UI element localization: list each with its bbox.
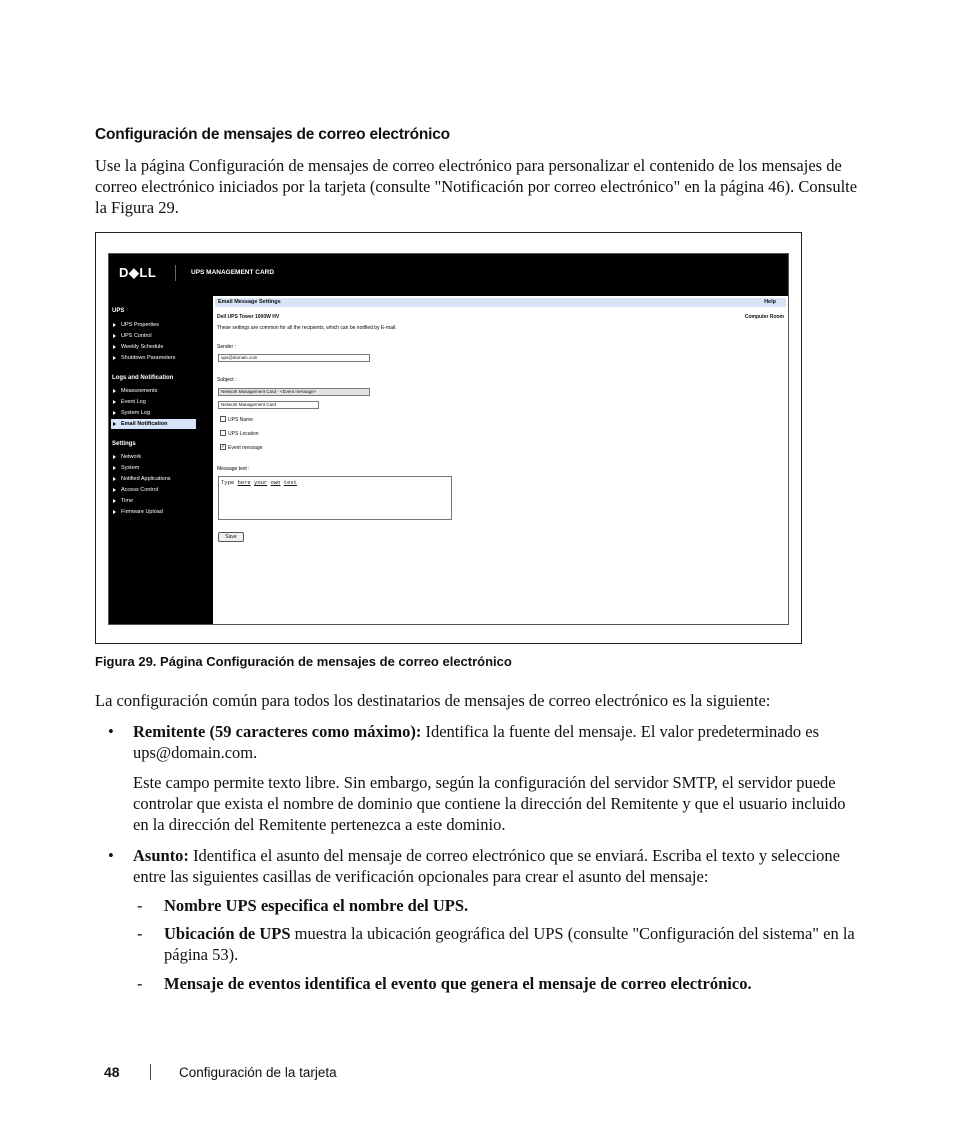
nav-item-ups-properties[interactable]: UPS Properties — [111, 320, 196, 330]
arrow-right-icon — [113, 400, 116, 404]
arrow-right-icon — [113, 323, 116, 327]
ups-name-checkbox[interactable] — [220, 416, 226, 422]
sub-item-ups-name: Nombre UPS especifica el nombre del UPS. — [164, 896, 469, 915]
settings-content — [213, 296, 789, 625]
footer-divider — [150, 1064, 151, 1080]
dash-marker: - — [137, 974, 143, 993]
sender-note: Este campo permite texto libre. Sin embargo, según la configuración del servidor SMTP, el servidor puede controlar que exista el nombre de dominio que contiene la dirección del Remitente y que el usuario incluido en la dirección del Remitente pertenezca a este dominio. — [133, 773, 846, 834]
device-name: Dell UPS Tower 1000W HV — [217, 314, 280, 320]
message-textarea[interactable]: Type here your own text — [218, 476, 452, 520]
device-info-row — [217, 314, 784, 320]
nav-item-event-log[interactable]: Event Log — [111, 397, 196, 407]
nav-sidebar — [109, 296, 211, 625]
ups-location-label: UPS Location — [228, 431, 259, 437]
nav-item-weekly-schedule[interactable]: Weekly Schedule — [111, 342, 196, 352]
common-paragraph: La configuración común para todos los destinatarios de mensajes de correo electrónico es la siguiente: — [95, 691, 771, 710]
arrow-right-icon — [113, 334, 116, 338]
help-link[interactable]: Help — [764, 299, 776, 305]
page-number: 48 — [104, 1064, 120, 1080]
arrow-right-icon — [113, 477, 116, 481]
footer-chapter: Configuración de la tarjeta — [179, 1065, 337, 1080]
message-text-label: Message text : — [217, 466, 250, 472]
nav-item-system-log[interactable]: System Log — [111, 408, 196, 418]
figure-caption: Figura 29. Página Configuración de mensajes de correo electrónico — [95, 654, 512, 669]
arrow-right-icon — [113, 345, 116, 349]
arrow-right-icon — [113, 455, 116, 459]
subject-label: Subject : — [217, 377, 237, 383]
arrow-right-icon — [113, 389, 116, 393]
arrow-right-icon — [113, 356, 116, 360]
nav-section-settings: Settings — [112, 441, 136, 447]
bullet-marker: • — [108, 846, 114, 865]
nav-item-network[interactable]: Network — [111, 452, 196, 462]
save-button[interactable]: Save — [218, 532, 244, 542]
settings-note: These settings are common for all the recipients, which can be notified by E-mail. — [217, 325, 397, 331]
subject-bullet: Asunto: Identifica el asunto del mensaje de correo electrónico que se enviará. Escriba el texto y seleccione entre las siguientes casillas de verificación opcionales para crear el asunto del mensaje: — [133, 846, 840, 886]
dell-logo: D◆LL — [119, 265, 157, 280]
dash-marker: - — [137, 896, 143, 915]
sender-input[interactable]: ups@domain.com — [218, 354, 370, 362]
nav-item-measurements[interactable]: Measurements — [111, 386, 196, 396]
nav-item-notified-applications[interactable]: Notified Applications — [111, 474, 196, 484]
app-title: UPS MANAGEMENT CARD — [191, 269, 275, 276]
arrow-right-icon — [113, 466, 116, 470]
nav-item-firmware-upload[interactable]: Firmware Upload — [111, 507, 196, 517]
figure-screenshot — [108, 253, 789, 625]
arrow-right-icon — [113, 499, 116, 503]
intro-paragraph: Use la página Configuración de mensajes de correo electrónico para personalizar el contenido de los mensajes de correo electrónico iniciados por la tarjeta (consulte "Notificación por correo electrónico" en la página 46). Consulte la Figura 29. — [95, 156, 858, 217]
sender-bullet: Remitente (59 caracteres como máximo): Identifica la fuente del mensaje. El valor predeterminado es ups@domain.com. — [133, 722, 819, 762]
bullet-marker: • — [108, 722, 114, 741]
arrow-right-icon — [113, 510, 116, 514]
nav-item-ups-control[interactable]: UPS Control — [111, 331, 196, 341]
arrow-right-icon — [113, 422, 116, 426]
nav-item-shutdown-parameters[interactable]: Shutdown Parameters — [111, 353, 196, 363]
screenshot-header — [109, 254, 788, 294]
header-divider — [175, 265, 176, 281]
sender-label: Sender : — [217, 344, 236, 350]
nav-item-system[interactable]: System — [111, 463, 196, 473]
nav-section-logs: Logs and Notification — [112, 375, 174, 381]
nav-item-access-control[interactable]: Access Control — [111, 485, 196, 495]
nav-item-email-notification[interactable]: Email Notification — [111, 419, 196, 429]
ups-location-checkbox[interactable] — [220, 430, 226, 436]
sub-item-event-message: Mensaje de eventos identifica el evento que genera el mensaje de correo electrónico. — [164, 974, 752, 993]
nav-item-time[interactable]: Time — [111, 496, 196, 506]
settings-title-bar — [215, 298, 786, 307]
subject-preview-field: Network Management Card - <Event message> — [218, 388, 370, 396]
event-message-label: Event message — [228, 445, 263, 451]
settings-title: Email Message Settings — [218, 299, 281, 305]
section-heading: Configuración de mensajes de correo electrónico — [95, 126, 450, 143]
nav-section-ups: UPS — [112, 308, 125, 314]
subject-input[interactable]: Network Management Card — [218, 401, 319, 409]
arrow-right-icon — [113, 488, 116, 492]
device-location: Computer Room — [744, 314, 784, 320]
dash-marker: - — [137, 924, 143, 943]
event-message-checkbox[interactable]: ✓ — [221, 444, 226, 450]
arrow-right-icon — [113, 411, 116, 415]
sub-item-ups-location: Ubicación de UPS muestra la ubicación geográfica del UPS (consulte "Configuración del sistema" en la página 53). — [164, 924, 855, 964]
ups-name-label: UPS Name — [228, 417, 254, 423]
